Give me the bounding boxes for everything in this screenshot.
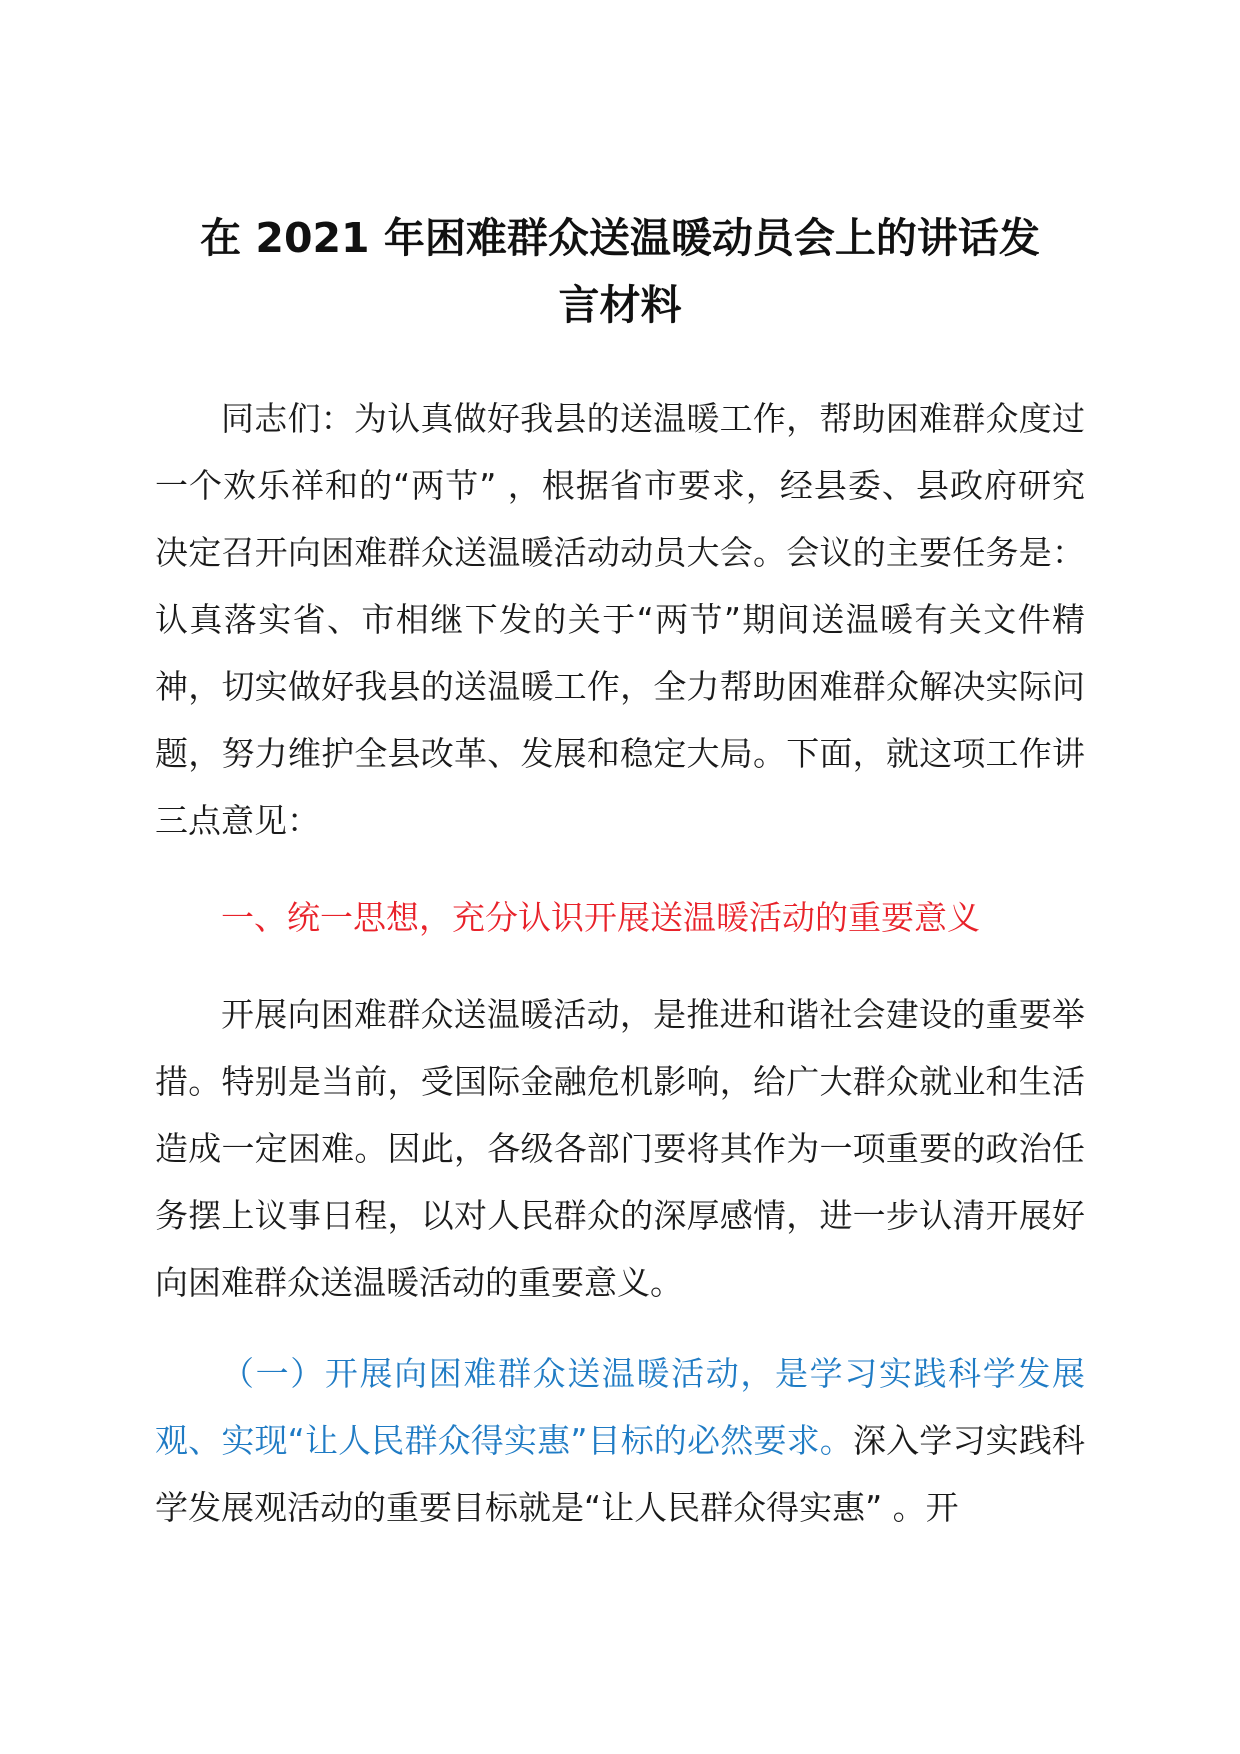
document-title xyxy=(155,205,1085,339)
document-title-line-1: 在 2021 年困难群众送温暖动员会上的讲话发 xyxy=(200,214,1040,262)
subsection-1-paragraph xyxy=(155,1340,1085,1541)
intro-paragraph: 同志们：为认真做好我县的送温暖工作，帮助困难群众度过一个欢乐祥和的“两节” ，根据省市要求，经县委、县政府研究决定召开向困难群众送温暖活动动员大会。会议的主要任务是：认真落实省、市相继下发的关于“两节”期间送温暖有关文件精神，切实做好我县的送温暖工作，全力帮助困难群众解决实际问题，努力维护全县改革、发展和稳定大局。下面，就这项工作讲三点意见： xyxy=(155,399,1085,840)
document-title-line-2: 言材料 xyxy=(558,281,682,329)
subsection-1-body: 深入学习实践科学发展观活动的重要目标就是“让人民群众得实惠” 。开 xyxy=(155,1421,1085,1527)
section-1-heading: 一、统一思想，充分认识开展送温暖活动的重要意义 xyxy=(221,898,980,937)
section-1-paragraph: 开展向困难群众送温暖活动，是推进和谐社会建设的重要举措。特别是当前，受国际金融危机影响，给广大群众就业和生活造成一定困难。因此，各级各部门要将其作为一项重要的政治任务摆上议事日程，以对人民群众的深厚感情，进一步认清开展好向困难群众送温暖活动的重要意义。 xyxy=(155,995,1085,1302)
subsection-1-heading: （一）开展向困难群众送温暖活动，是学习实践科学发展观、实现“让人民群众得实惠”目标的必然要求。 xyxy=(155,1354,1085,1460)
document-page xyxy=(155,205,1085,1541)
